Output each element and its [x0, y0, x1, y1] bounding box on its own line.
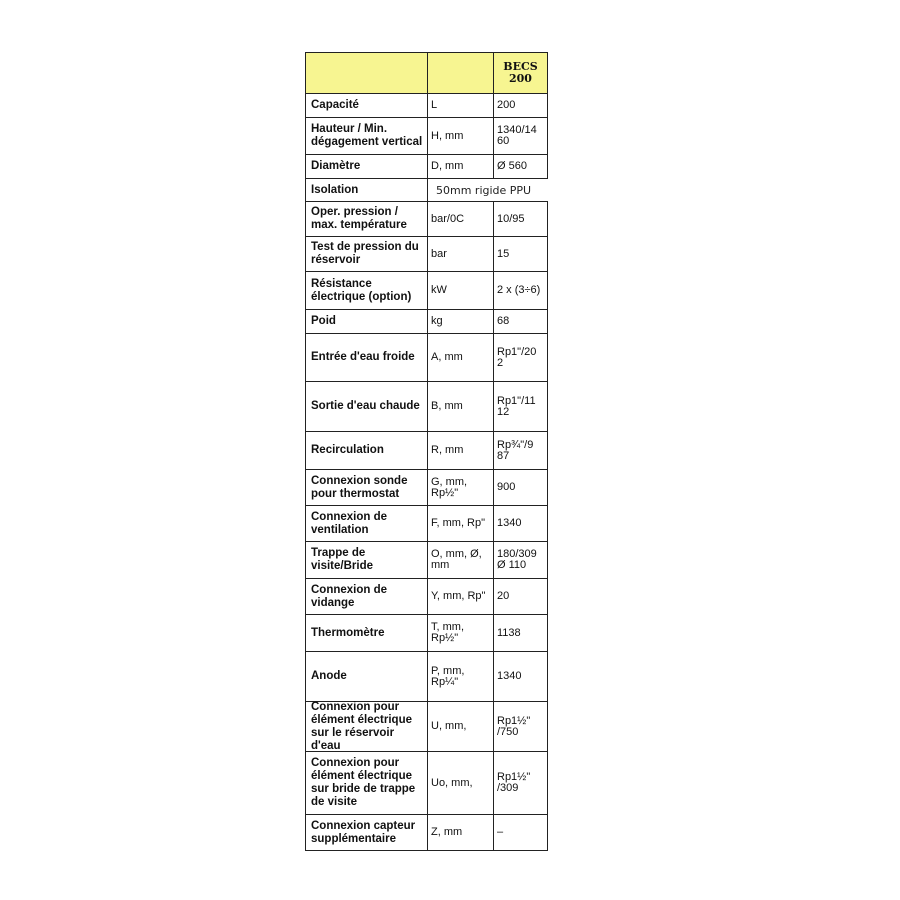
row-value: Ø 560 — [494, 155, 548, 178]
row-unit: U, mm, — [428, 702, 494, 751]
row-unit: kW — [428, 272, 494, 309]
row-label: Recirculation — [305, 432, 428, 469]
table-row — [305, 202, 548, 237]
row-label: Diamètre — [305, 155, 428, 178]
row-unit: H, mm — [428, 118, 494, 154]
table-header-row — [305, 52, 548, 94]
row-value: – — [494, 815, 548, 850]
table-row — [305, 542, 548, 579]
row-value: 1340/14 60 — [494, 118, 548, 154]
row-unit: kg — [428, 310, 494, 333]
row-unit: bar/0C — [428, 202, 494, 236]
table-row — [305, 752, 548, 815]
table-row — [305, 118, 548, 155]
row-value: Rp¾"/9 87 — [494, 432, 548, 469]
row-value: 900 — [494, 470, 548, 505]
row-label: Trappe de visite/Bride — [305, 542, 428, 578]
row-unit: O, mm, Ø, mm — [428, 542, 494, 578]
table-row — [305, 334, 548, 382]
row-value: 10/95 — [494, 202, 548, 236]
table-row — [305, 470, 548, 506]
table-row — [305, 506, 548, 542]
row-label: Connexion capteur supplémentaire — [305, 815, 428, 850]
row-label: Sortie d'eau chaude — [305, 382, 428, 431]
row-unit: R, mm — [428, 432, 494, 469]
row-label: Connexion sonde pour thermostat — [305, 470, 428, 505]
row-label: Poid — [305, 310, 428, 333]
row-value: 1340 — [494, 652, 548, 701]
row-value: Rp1"/11 12 — [494, 382, 548, 431]
table-row — [305, 382, 548, 432]
row-value: 200 — [494, 94, 548, 117]
row-label: Thermomètre — [305, 615, 428, 651]
row-value: 1138 — [494, 615, 548, 651]
header-cell-model: BECS 200 — [494, 53, 548, 93]
row-value: 2 x (3÷6) — [494, 272, 548, 309]
row-label: Connexion de ventilation — [305, 506, 428, 541]
row-value: Rp1½" /309 — [494, 752, 548, 814]
row-unit: Y, mm, Rp" — [428, 579, 494, 614]
row-unit: A, mm — [428, 334, 494, 381]
table-row — [305, 310, 548, 334]
header-cell-label — [305, 53, 428, 93]
row-label: Entrée d'eau froide — [305, 334, 428, 381]
table-row — [305, 652, 548, 702]
row-unit: Uo, mm, — [428, 752, 494, 814]
table-row — [305, 702, 548, 752]
row-unit: G, mm, Rp½" — [428, 470, 494, 505]
row-merged-value: 50mm rigide PPU — [436, 183, 532, 197]
table-row — [305, 815, 548, 851]
row-label: Résistance électrique (option) — [305, 272, 428, 309]
row-label: Hauteur / Min. dégagement vertical — [305, 118, 428, 154]
row-unit: bar — [428, 237, 494, 271]
row-label: Connexion de vidange — [305, 579, 428, 614]
row-value: 1340 — [494, 506, 548, 541]
row-unit: Z, mm — [428, 815, 494, 850]
row-label: Oper. pression / max. température — [305, 202, 428, 236]
row-value: Rp1"/20 2 — [494, 334, 548, 381]
header-cell-unit — [428, 53, 494, 93]
table-row — [305, 237, 548, 272]
row-unit: B, mm — [428, 382, 494, 431]
row-value: 15 — [494, 237, 548, 271]
row-label: Connexion pour élément électrique sur le réservoir d'eau — [305, 702, 428, 751]
table-row — [305, 155, 548, 179]
row-label: Capacité — [305, 94, 428, 117]
row-label: Connexion pour élément électrique sur bride de trappe de visite — [305, 752, 428, 814]
row-unit: F, mm, Rp" — [428, 506, 494, 541]
row-unit: L — [428, 94, 494, 117]
row-unit: T, mm, Rp½" — [428, 615, 494, 651]
table-row — [305, 579, 548, 615]
row-label: Test de pression du réservoir — [305, 237, 428, 271]
row-unit: P, mm, Rp¼" — [428, 652, 494, 701]
row-value: 180/309 Ø 110 — [494, 542, 548, 578]
row-label: Anode — [305, 652, 428, 701]
table-row — [305, 272, 548, 310]
row-unit: D, mm — [428, 155, 494, 178]
row-value: 20 — [494, 579, 548, 614]
row-value: 68 — [494, 310, 548, 333]
table-row — [305, 615, 548, 652]
table-row — [305, 432, 548, 470]
table-row — [305, 94, 548, 118]
row-label: Isolation — [305, 179, 428, 201]
spec-table — [305, 52, 548, 851]
row-value: Rp1½" /750 — [494, 702, 548, 751]
table-row — [305, 179, 548, 202]
